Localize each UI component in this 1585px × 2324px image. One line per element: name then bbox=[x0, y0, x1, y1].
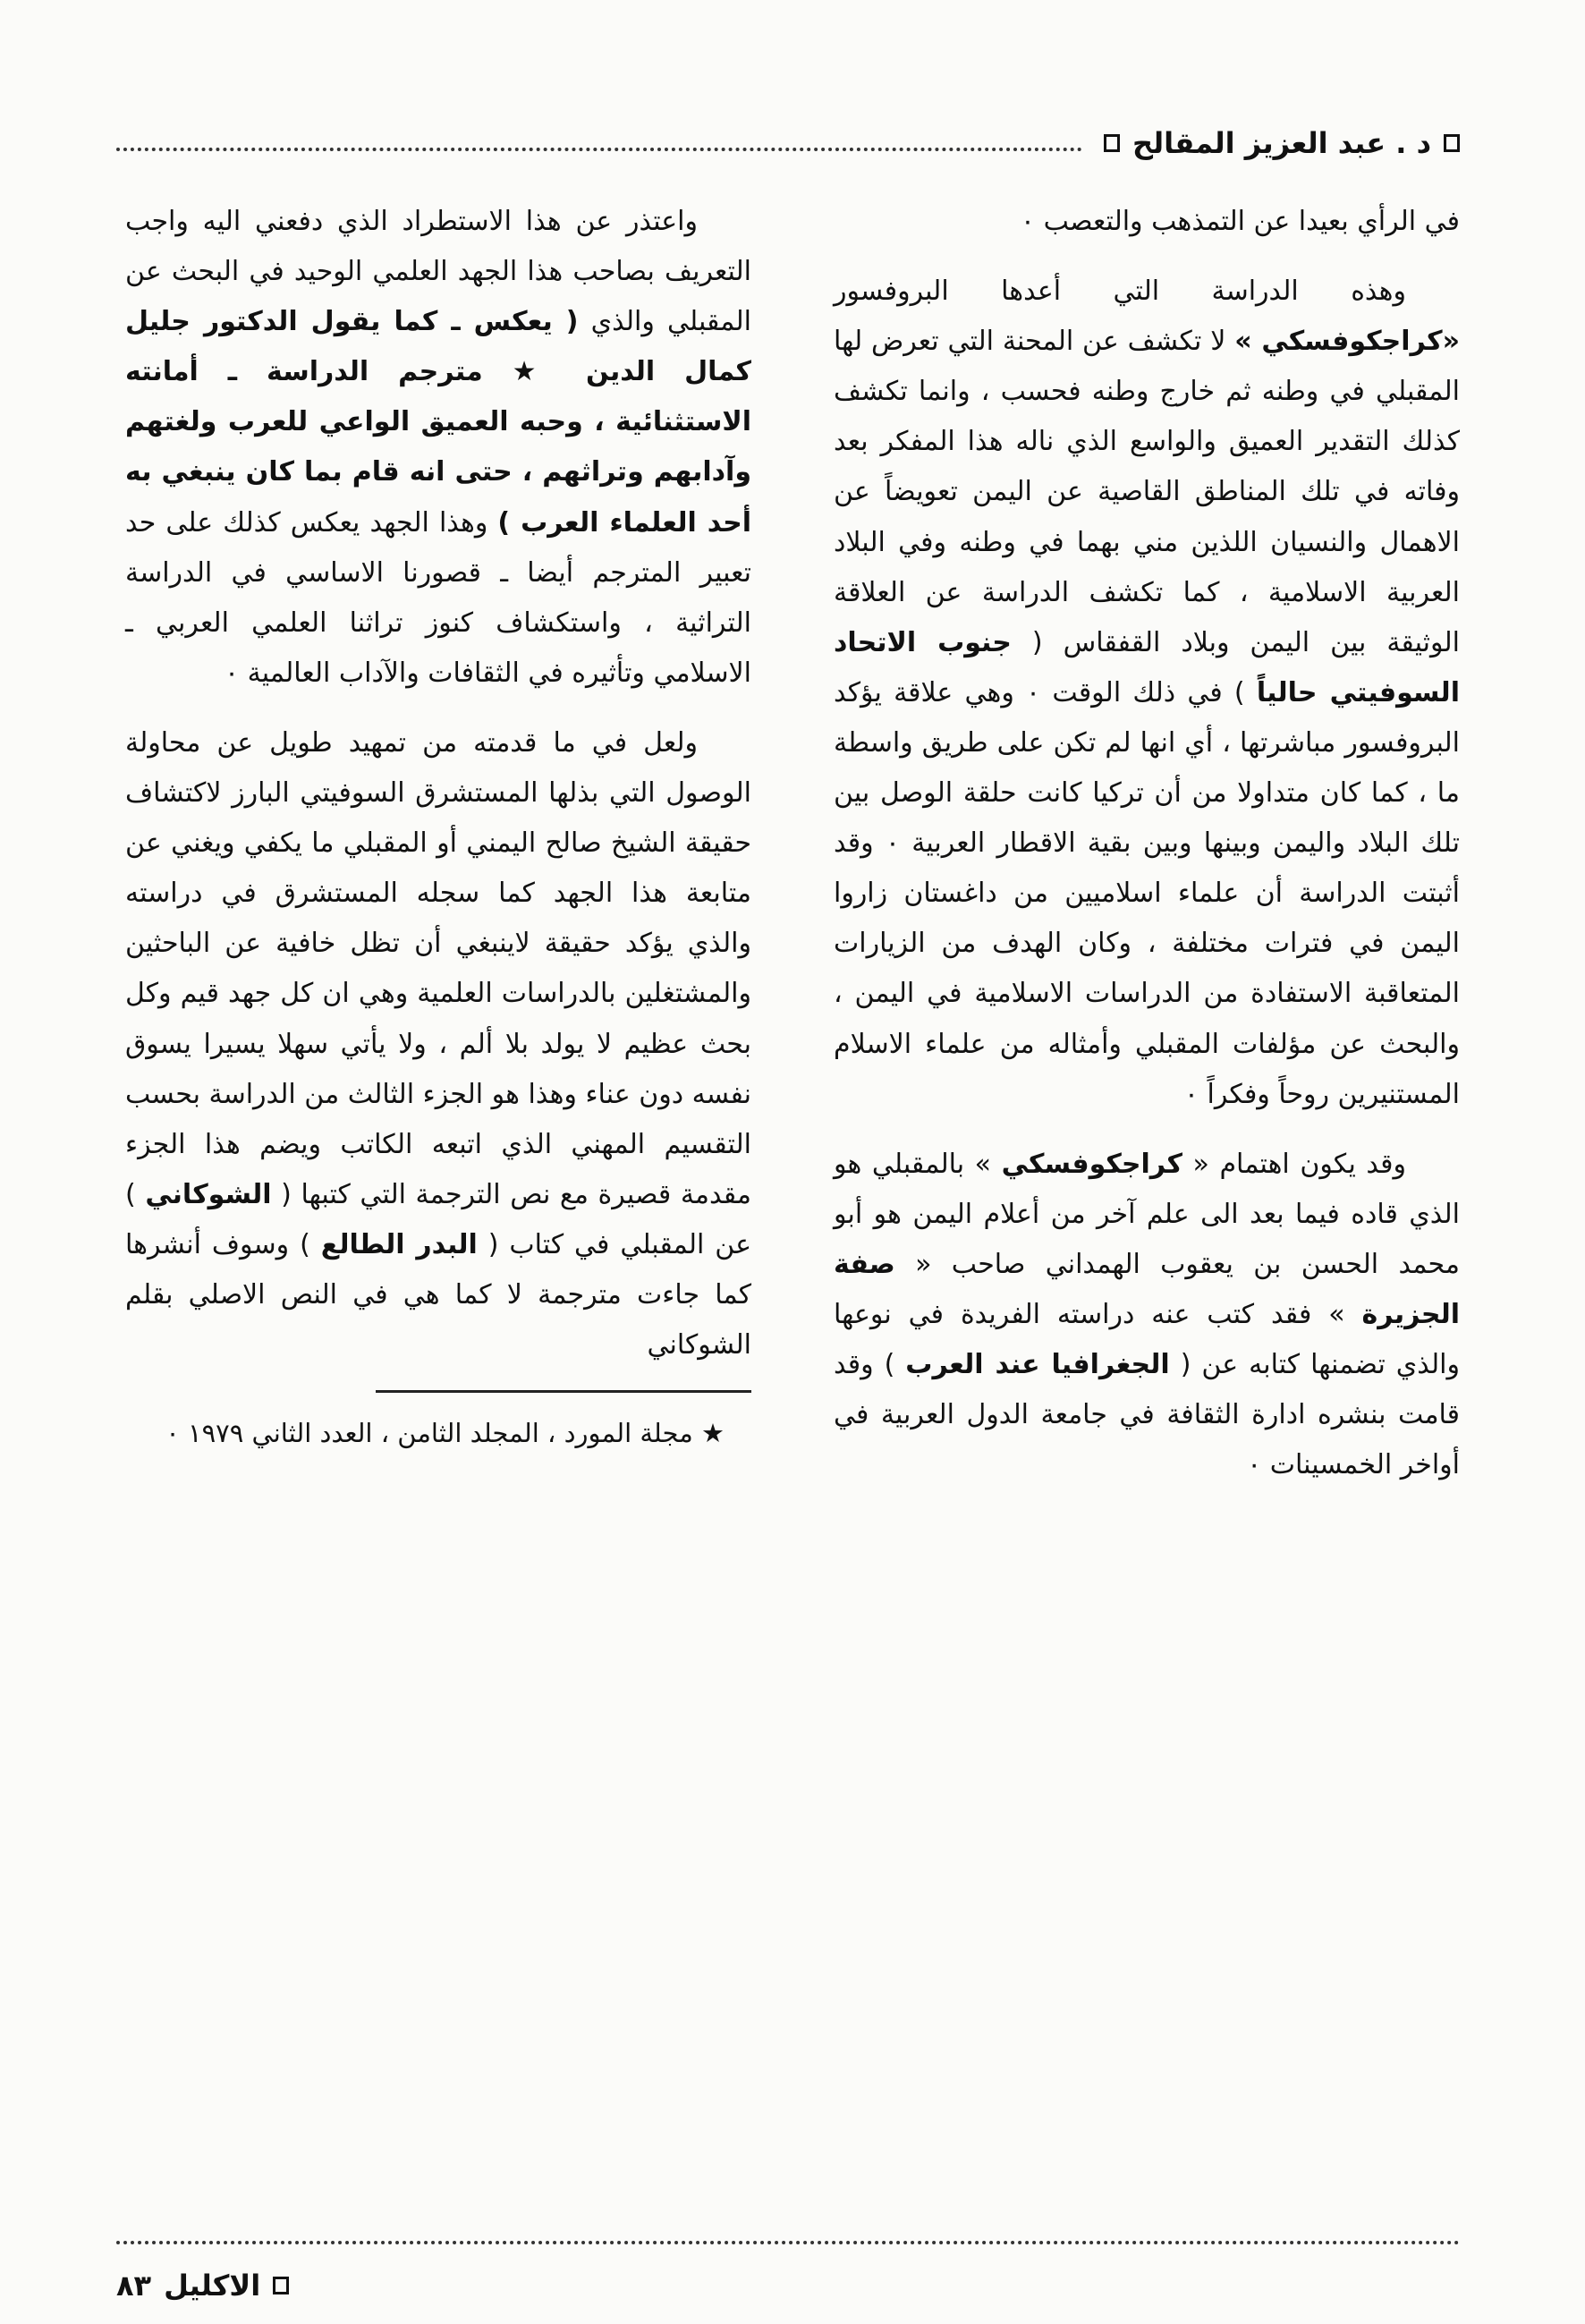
bold-title: الجغرافيا عند العرب bbox=[905, 1349, 1170, 1381]
footer-journal-name: الاكليل bbox=[164, 2269, 261, 2303]
header-box-icon bbox=[1444, 134, 1460, 152]
right-column bbox=[834, 197, 1460, 1510]
bold-quote: ( يعكس ـ كما يقول الدكتور جليل كمال الدين ★ مترجم الدراسة ـ أمانته الاستثنائية ، وحبه العميق الواعي للعرب ولغتهم وآدابهم وتراثهم ، حتى انه قام بما كان ينبغي به أحد العلماء العرب ) bbox=[125, 306, 751, 539]
paragraph: في الرأي بعيدا عن التمذهب والتعصب ٠ bbox=[1020, 206, 1460, 237]
paragraph: وهذه الدراسة التي أعدها البروفسور «كراجكوفسكي » لا تكشف عن المحنة التي تعرض لها المقبلي في وطنه ثم خارج وطنه فحسب ، وانما تكشف كذلك التقدير العميق والواسع الذي ناله هذا المفكر بعد وفاته في تلك المناطق القاصية عن اليمن تعويضاً عن الاهمال والنسيان اللذين مني بهما في وطنه وفي البلاد العربية الاسلامية ، كما تكشف الدراسة عن العلاقة الوثيقة بين اليمن وبلاد القفقاس ( جنوب الاتحاد السوفيتي حالياً ) في ذلك الوقت ٠ وهي علاقة يؤكد البروفسور مباشرتها ، أي انها لم تكن على طريق واسطة ما ، كما كان متداولا من أن تركيا كانت حلقة الوصل بين تلك البلاد واليمن وبينها وبين بقية الاقطار العربية ٠ وقد أثبتت الدراسة أن علماء اسلاميين من داغستان زاروا اليمن في فترات مختلفة ، وكان الهدف من الزيارات المتعاقبة الاستفادة من الدراسات الاسلامية في اليمن ، والبحث عن مؤلفات المقبلي وأمثاله من علماء الاسلام المستنيرين روحاً وفكراً ٠ bbox=[834, 276, 1460, 1110]
bold-name: كراجكوفسكي bbox=[1001, 1148, 1182, 1180]
header-author: د . عبد العزيز المقالح bbox=[1132, 126, 1431, 160]
footnote: ★ مجلة المورد ، المجلد الثامن ، العدد الثاني ١٩٧٩ ٠ bbox=[165, 1418, 725, 1449]
bold-name: «كراجكوفسكي » bbox=[1234, 326, 1460, 358]
running-footer bbox=[116, 2263, 289, 2308]
footer-box-icon bbox=[273, 2277, 289, 2294]
footer-dotted-rule bbox=[116, 2241, 1460, 2244]
running-header bbox=[116, 116, 1460, 170]
bold-title: البدر الطالع bbox=[320, 1228, 478, 1260]
paragraph: واعتذر عن هذا الاستطراد الذي دفعني اليه واجب التعريف بصاحب هذا الجهد العلمي الوحيد في البحث عن المقبلي والذي ( يعكس ـ كما يقول الدكتور جليل كمال الدين ★ مترجم الدراسة ـ أمانته الاستثنائية ، وحبه العميق الواعي للعرب ولغتهم وآدابهم وتراثهم ، حتى انه قام بما كان ينبغي به أحد العلماء العرب ) وهذا الجهد يعكس كذلك على حد تعبير المترجم أيضا ـ قصورنا الاساسي في الدراسة التراثية ، واستكشاف كنوز تراثنا العلمي العربي ـ الاسلامي وتأثيره في الثقافات والآداب العالمية ٠ bbox=[125, 206, 751, 689]
header-dotted-rule bbox=[116, 148, 1082, 151]
left-column bbox=[125, 197, 751, 1456]
footnote-rule bbox=[376, 1390, 751, 1393]
bold-name: الشوكاني bbox=[145, 1178, 272, 1210]
page-number: ٨٣ bbox=[116, 2269, 152, 2303]
bold-phrase: جنوب الاتحاد السوفيتي حالياً bbox=[834, 626, 1460, 708]
paragraph: وقد يكون اهتمام « كراجكوفسكي » بالمقبلي هو الذي قاده فيما بعد الى علم آخر من أعلام اليمن هو أبو محمد الحسن بن يعقوب الهمداني صاحب « صفة الجزيرة » فقد كتب عنه دراسته الفريدة في نوعها والذي تضمنها كتابه عن ( الجغرافيا عند العرب ) وقد قامت بنشره ادارة الثقافة في جامعة الدول العربية في أواخر الخمسينات ٠ bbox=[834, 1148, 1460, 1481]
bold-title: صفة الجزيرة bbox=[834, 1248, 1460, 1330]
paragraph: ولعل في ما قدمته من تمهيد طويل عن محاولة الوصول التي بذلها المستشرق السوفيتي البارز لاكتشاف حقيقة الشيخ صالح اليمني أو المقبلي ما يكفي ويغني عن متابعة هذا الجهد كما سجله المستشرق في دراسته والذي يؤكد حقيقة لاينبغي أن تظل خافية عن الباحثين والمشتغلين بالدراسات العلمية وهي ان كل جهد قيم وكل بحث عظيم لا يولد بلا ألم ، ولا يأتي سهلا يسيرا يسوق نفسه دون عناء وهذا هو الجزء الثالث من الدراسة بحسب التقسيم المهني الذي اتبعه الكاتب ويضم هذا الجزء مقدمة قصيرة مع نص الترجمة التي كتبها ( الشوكاني ) عن المقبلي في كتاب ( البدر الطالع ) وسوف أنشرها كما جاءت مترجمة لا كما هي في النص الاصلي بقلم الشوكاني bbox=[125, 726, 751, 1361]
header-box-icon bbox=[1104, 134, 1120, 152]
